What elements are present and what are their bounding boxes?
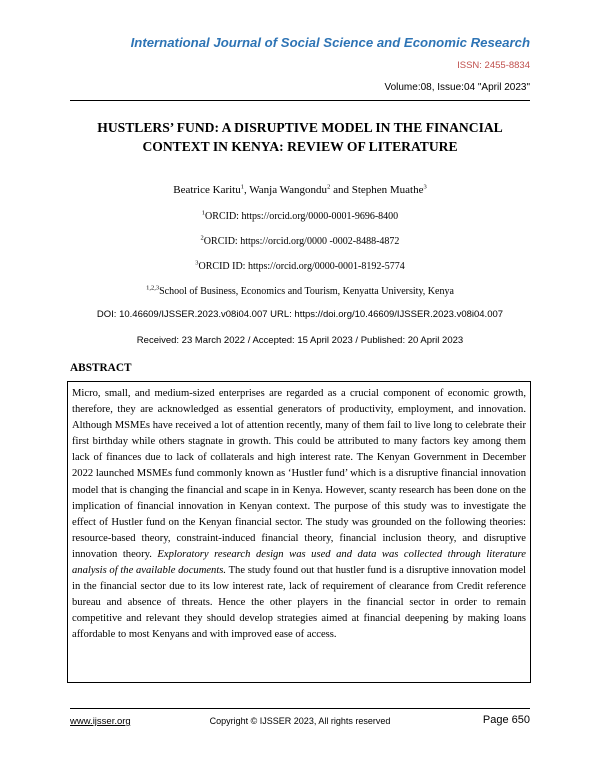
volume-issue: Volume:08, Issue:04 "April 2023" — [384, 82, 530, 93]
affiliation-mark: 1,2,3 — [146, 284, 160, 292]
orcid-line — [70, 236, 530, 247]
author-separator: , — [243, 184, 250, 196]
author-affiliation-mark: 3 — [423, 183, 427, 191]
affiliation — [70, 286, 530, 297]
author-name: Wanja Wangondu — [249, 184, 328, 196]
abstract-heading: ABSTRACT — [70, 362, 132, 374]
journal-url-link[interactable]: www.ijsser.org — [70, 716, 131, 727]
journal-title: International Journal of Social Science and Economic Research — [130, 35, 530, 50]
copyright: Copyright © IJSSER 2023, All rights reserved — [209, 716, 391, 726]
affiliation-text: School of Business, Economics and Tourism, Kenyatta University, Kenya — [159, 286, 454, 297]
orcid-link[interactable]: ORCID: https://orcid.org/0000 -0002-8488-4872 — [203, 236, 400, 247]
author-affiliation-mark: 1 — [240, 183, 244, 191]
orcid-line — [70, 261, 530, 272]
abstract-box — [67, 381, 531, 683]
abstract-text: Micro, small, and medium-sized enterprises are regarded as a crucial component of economic growth, therefore, they are acknowledged as essential generators of productivity, employment, and innovation. Although MSMEs have received a lot of attention recently, many of them fail to live long to celebrate their first birthday while others stagnate in growth. This could be attributed to many factors key among them lack of finances due to lack of collaterals and high interest rate. The Kenyan Government in December 2022 launched MSMEs fund commonly known as ‘Hustler fund’ which is a disruptive financial innovation model that is changing the financial and scape in in Kenya. However, scanty research has been done on the implication of financial innovation in Kenyan context. The purpose of this study was to investigate the effect of Hustler fund on the Kenyan financial sector. The study was grounded on the following theories: resource-based theory, constraint-induced financial theory, financial inclusion theory, and disruptive innovation theory. — [72, 388, 526, 560]
author-affiliation-mark: 2 — [327, 183, 331, 191]
orcid-mark: 3 — [195, 259, 199, 267]
publication-dates: Received: 23 March 2022 / Accepted: 15 April 2023 / Published: 20 April 2023 — [136, 335, 464, 346]
orcid-link[interactable]: ORCID: https://orcid.org/0000-0001-9696-8400 — [205, 211, 399, 222]
page-number: Page 650 — [482, 714, 530, 726]
author-name: Beatrice Karitu — [173, 184, 241, 196]
author-list — [70, 184, 530, 196]
orcid-mark: 1 — [201, 209, 206, 217]
author-separator: and — [330, 184, 352, 196]
author-name: Stephen Muathe — [351, 184, 424, 196]
doi-url-line[interactable]: DOI: 10.46609/IJSSER.2023.v08i04.007 URL: https://doi.org/10.46609/IJSSER.2023.v08i04.007 — [96, 309, 504, 320]
footer-divider — [70, 708, 530, 709]
abstract-italic-text: Exploratory research design was used and data was collected through literature analysis of the available documents. — [72, 548, 526, 577]
header-divider — [70, 100, 530, 101]
orcid-line — [70, 211, 530, 222]
orcid-link[interactable]: ORCID ID: https://orcid.org/0000-0001-8192-5774 — [198, 261, 405, 272]
issn: ISSN: 2455-8834 — [457, 60, 530, 71]
abstract-text-continued: The study found out that hustler fund is a disruptive innovation model in the financial sector due to its low interest rate, lack of requirement of clearance from Credit reference bureau and absence of threats. Hence the other players in the financial sector in order to remain competitive and relevant they should develop strategies aimed at financial deepening by making loans affordable to most Kenyans and with improved ease of access. — [72, 565, 526, 641]
paper-title: HUSTLERS’ FUND: A DISRUPTIVE MODEL IN THE FINANCIAL CONTEXT IN KENYA: REVIEW OF LITERATURE — [97, 120, 503, 154]
orcid-mark: 2 — [200, 234, 204, 242]
